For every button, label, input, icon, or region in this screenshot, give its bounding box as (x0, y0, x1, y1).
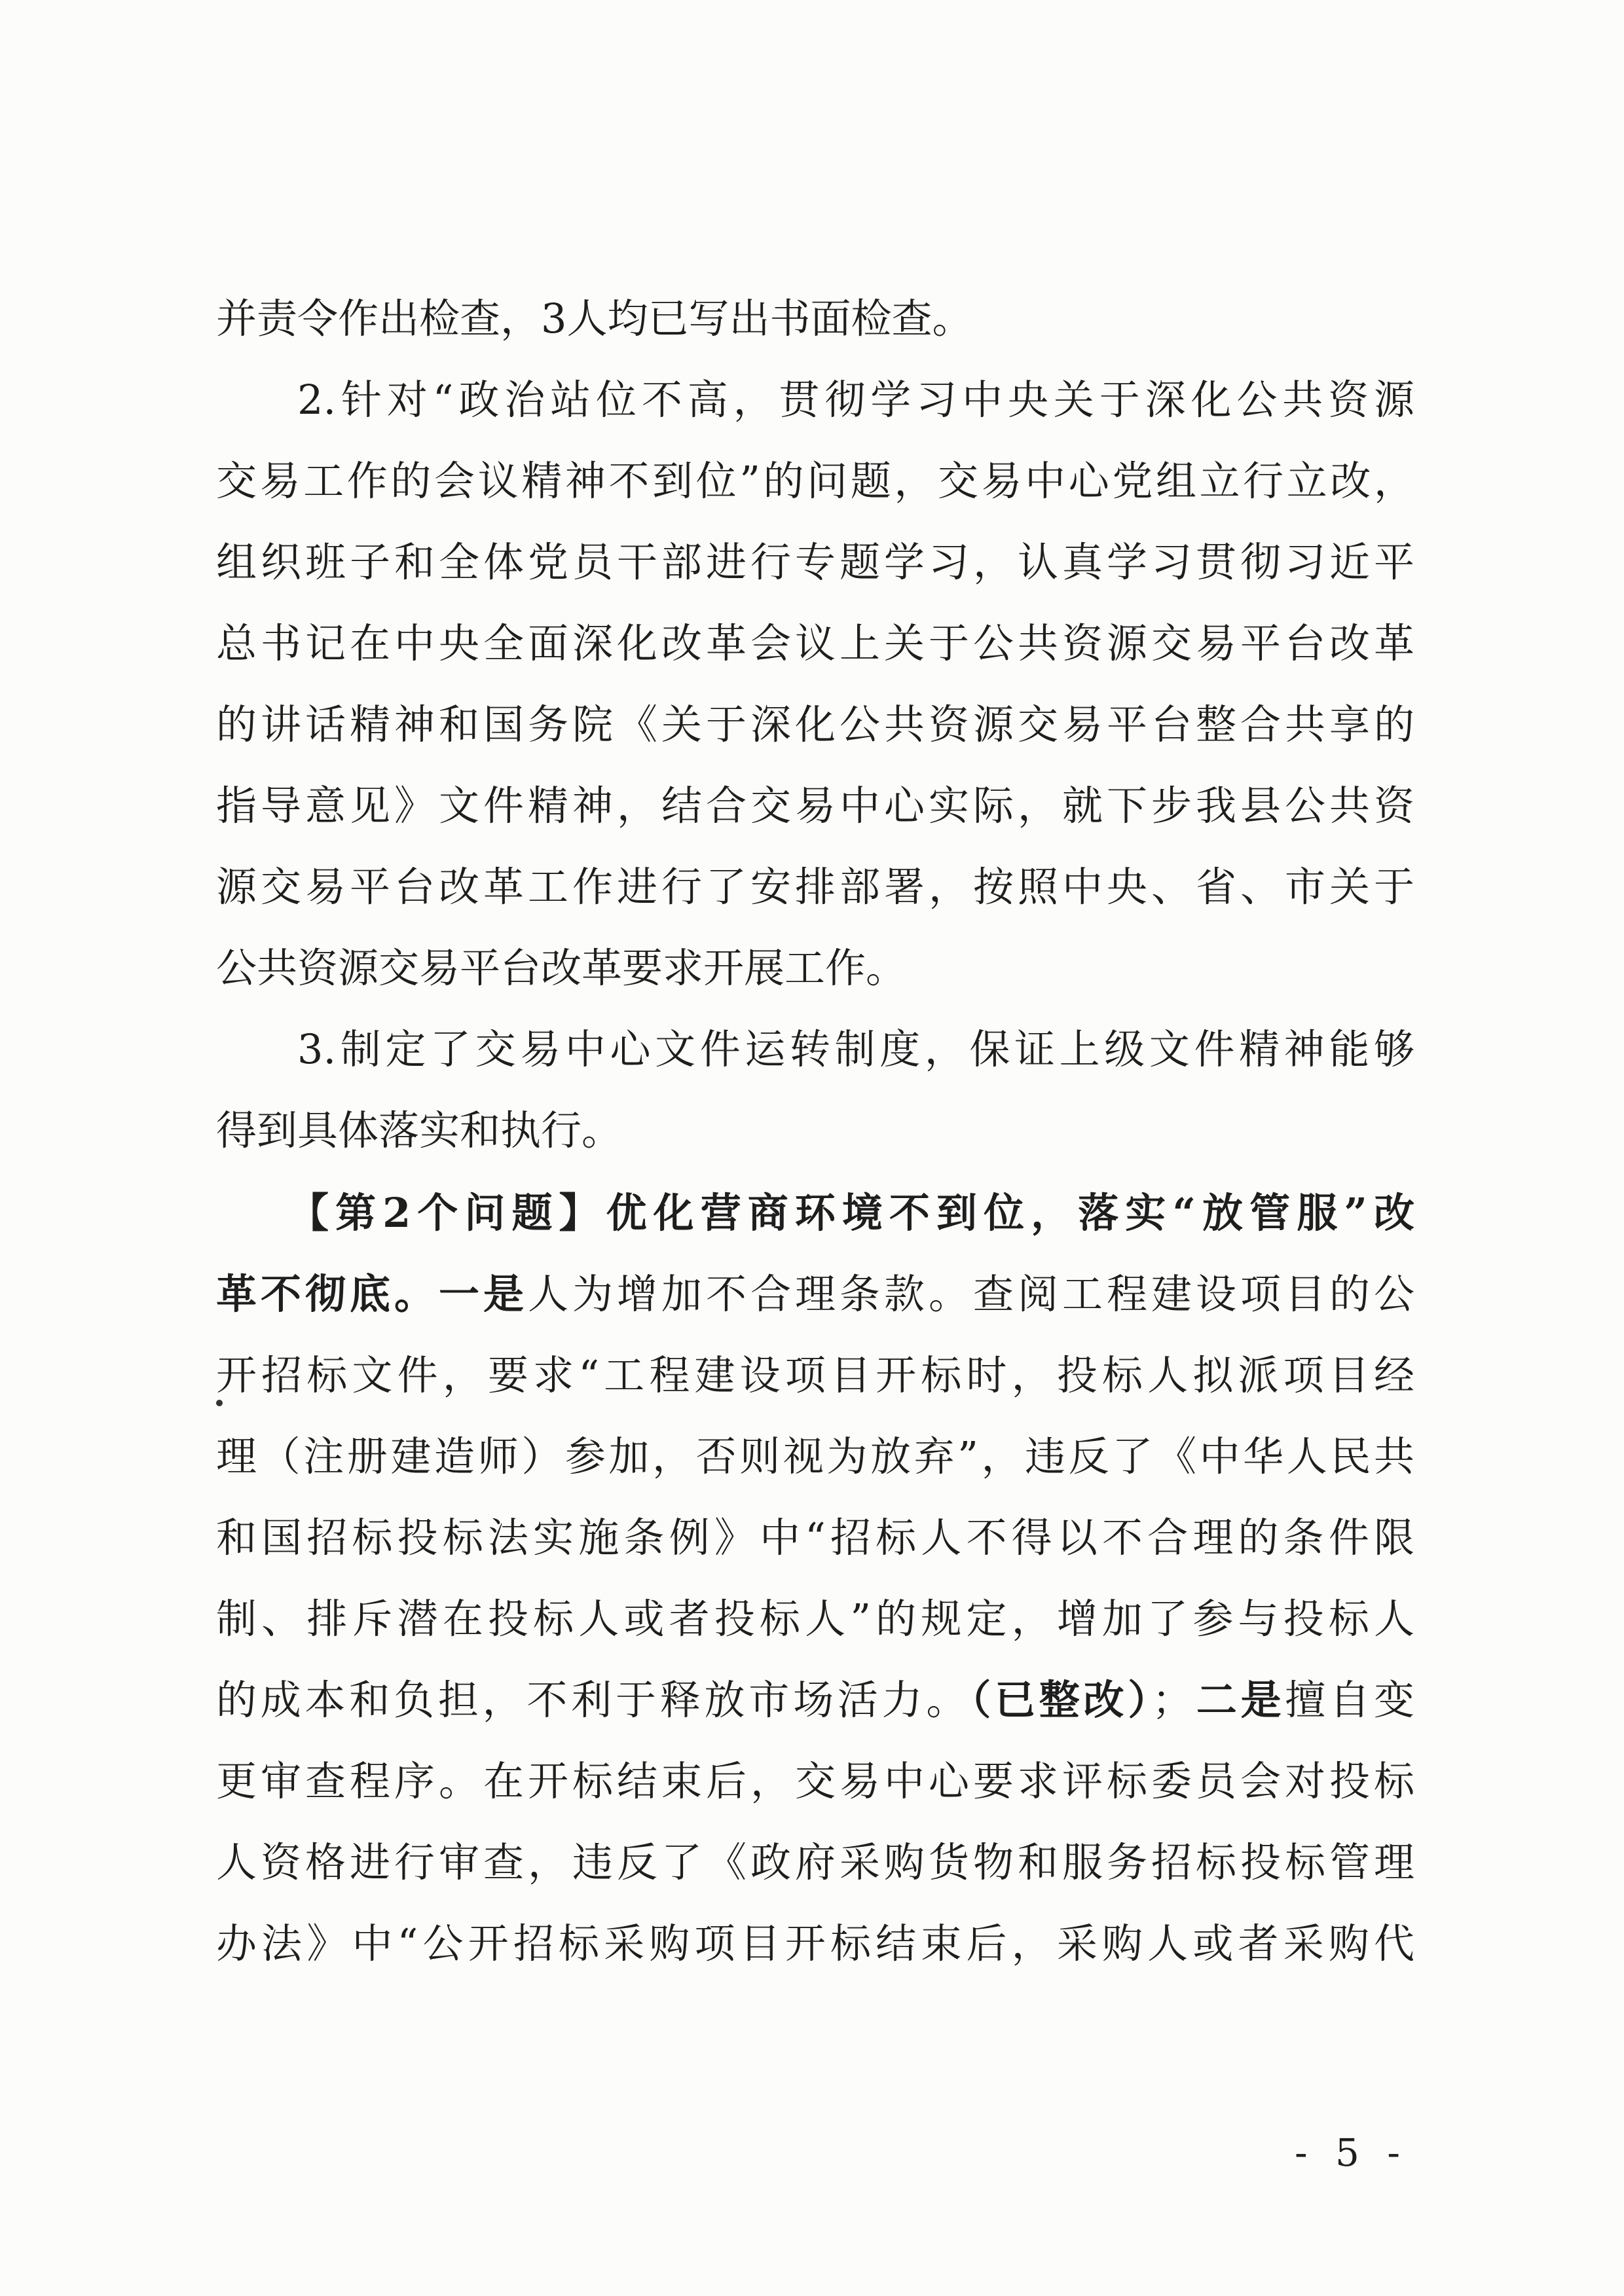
text-line: 交易工作的会议精神不到位”的问题，交易中心党组立行立改， (216, 457, 1414, 505)
page-number: - 5 - (1295, 2130, 1408, 2175)
issue-2-heading-cont (216, 1254, 1414, 1335)
text-line: 办法》中“公开招标采购项目开标结束后，采购人或者采购代 (216, 1920, 1414, 1967)
text-line: 总书记在中央全面深化改革会议上关于公共资源交易平台改革 (216, 619, 1414, 667)
second-point-start: 擅自变 (1285, 1676, 1414, 1724)
separator: ； (1152, 1676, 1193, 1724)
text-line: 制、排斥潜在投标人或者投标人”的规定，增加了参与投标人 (216, 1595, 1414, 1643)
issue-2-heading-text: 【第2个问题】优化营商环境不到位，落实“放管服”改 (288, 1189, 1414, 1237)
text-line: 组织班子和全体党员干部进行专题学习，认真学习贯彻习近平 (216, 538, 1414, 586)
first-point-text: 人为增加不合理条款。查阅工程建设项目的公 (528, 1270, 1414, 1318)
text-line: 理（注册建造师）参加，否则视为放弃”，违反了《中华人民共 (216, 1432, 1414, 1480)
paragraph-item-2-start: 2.针对“政治站位不高，贯彻学习中央关于深化公共资源 (297, 376, 1414, 424)
scan-speck (216, 1400, 223, 1406)
text-line: 源交易平台改革工作进行了安排部署，按照中央、省、市关于 (216, 863, 1414, 911)
text-line: 的讲话精神和国务院《关于深化公共资源交易平台整合共享的 (216, 701, 1414, 748)
rectified-status: （已整改） (970, 1676, 1153, 1724)
paragraph-item-3-start: 3.制定了交易中心文件运转制度，保证上级文件精神能够 (297, 1025, 1414, 1073)
text-line: 得到具体落实和执行。 (216, 1106, 623, 1154)
text-line: 和国招标投标法实施条例》中“招标人不得以不合理的条件限 (216, 1514, 1414, 1561)
text-line: 更审查程序。在开标结束后，交易中心要求评标委员会对投标 (216, 1757, 1414, 1805)
text-line: 并责令作出检查，3人均已写出书面检查。 (216, 295, 973, 342)
text-line-with-status (216, 1660, 1414, 1741)
text-line: 指导意见》文件精神，结合交易中心实际，就下步我县公共资 (216, 782, 1414, 829)
issue-2-heading-end: 革不彻底。 (216, 1270, 439, 1318)
text-line: 人资格进行审查，违反了《政府采购货物和服务招标投标管理 (216, 1838, 1414, 1886)
body-text (216, 278, 1414, 1984)
first-point-end: 的成本和负担，不利于释放市场活力。 (216, 1676, 971, 1724)
second-point-label: 二是 (1192, 1676, 1285, 1724)
text-line: 公共资源交易平台改革要求开展工作。 (216, 944, 907, 992)
first-point-label: 一是 (439, 1270, 528, 1318)
issue-2-heading (216, 1173, 1414, 1254)
text-line: 开招标文件，要求“工程建设项目开标时，投标人拟派项目经 (216, 1351, 1414, 1399)
